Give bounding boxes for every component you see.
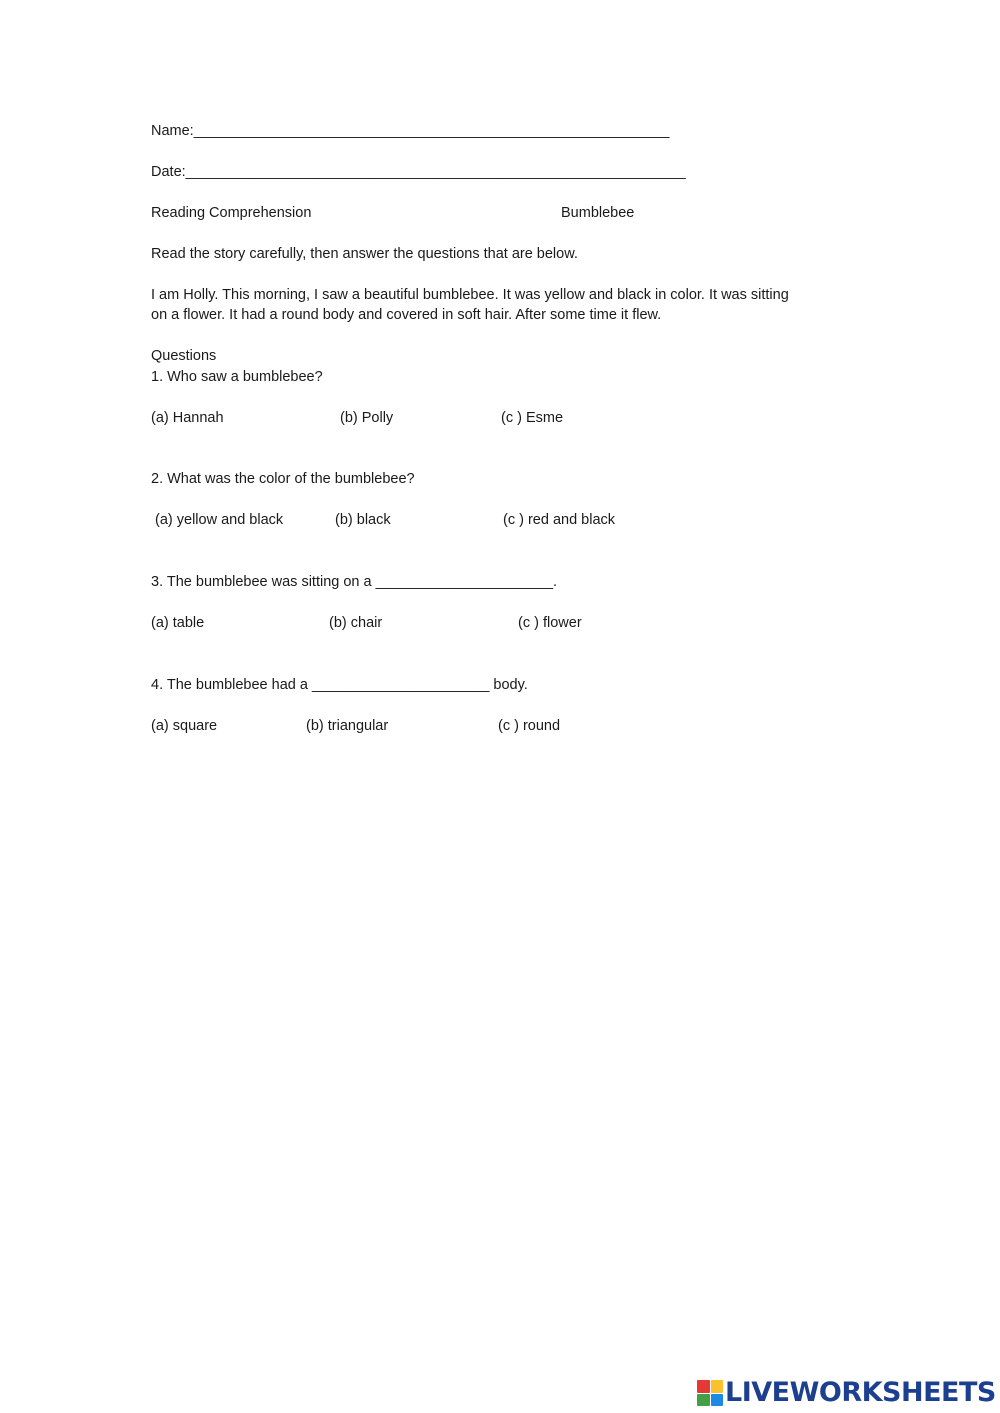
question-3: 3. The bumblebee was sitting on a ______________________.	[151, 574, 558, 590]
logo-square-yellow	[711, 1380, 724, 1393]
question-2-option-a: (a) yellow and black	[155, 512, 284, 528]
question-1: 1. Who saw a bumblebee?	[151, 369, 323, 385]
question-2-option-c: (c ) red and black	[503, 512, 616, 528]
logo-square-blue	[711, 1394, 724, 1407]
question-1-option-a: (a) Hannah	[151, 410, 224, 426]
question-4-option-b: (b) triangular	[306, 718, 389, 734]
story-line-2: on a flower. It had a round body and covered in soft hair. After some time it flew.	[151, 307, 662, 323]
logo-square-red	[697, 1380, 710, 1393]
question-2-option-b: (b) black	[335, 512, 391, 528]
questions-heading: Questions	[151, 348, 217, 364]
question-3-option-a: (a) table	[151, 615, 205, 631]
liveworksheets-logo-icon	[697, 1380, 723, 1406]
question-4: 4. The bumblebee had a ______________________ body.	[151, 677, 528, 693]
question-2: 2. What was the color of the bumblebee?	[151, 471, 415, 487]
question-3-option-c: (c ) flower	[518, 615, 582, 631]
logo-square-green	[697, 1394, 710, 1407]
question-1-option-b: (b) Polly	[340, 410, 394, 426]
instructions-text: Read the story carefully, then answer the questions that are below.	[151, 246, 578, 262]
question-4-option-c: (c ) round	[498, 718, 561, 734]
name-field-line: Name:___________________________________________________________	[151, 123, 670, 139]
question-4-option-a: (a) square	[151, 718, 218, 734]
question-1-option-c: (c ) Esme	[501, 410, 564, 426]
story-line-1: I am Holly. This morning, I saw a beautiful bumblebee. It was yellow and black in color. It was sitting	[151, 287, 789, 303]
liveworksheets-logo[interactable]	[697, 1377, 996, 1409]
question-3-option-b: (b) chair	[329, 615, 383, 631]
topic-title: Bumblebee	[561, 205, 635, 221]
date-field-line: Date:______________________________________________________________	[151, 164, 686, 180]
liveworksheets-brand-text: LIVEWORKSHEETS	[725, 1377, 996, 1408]
subject-label: Reading Comprehension	[151, 205, 312, 221]
